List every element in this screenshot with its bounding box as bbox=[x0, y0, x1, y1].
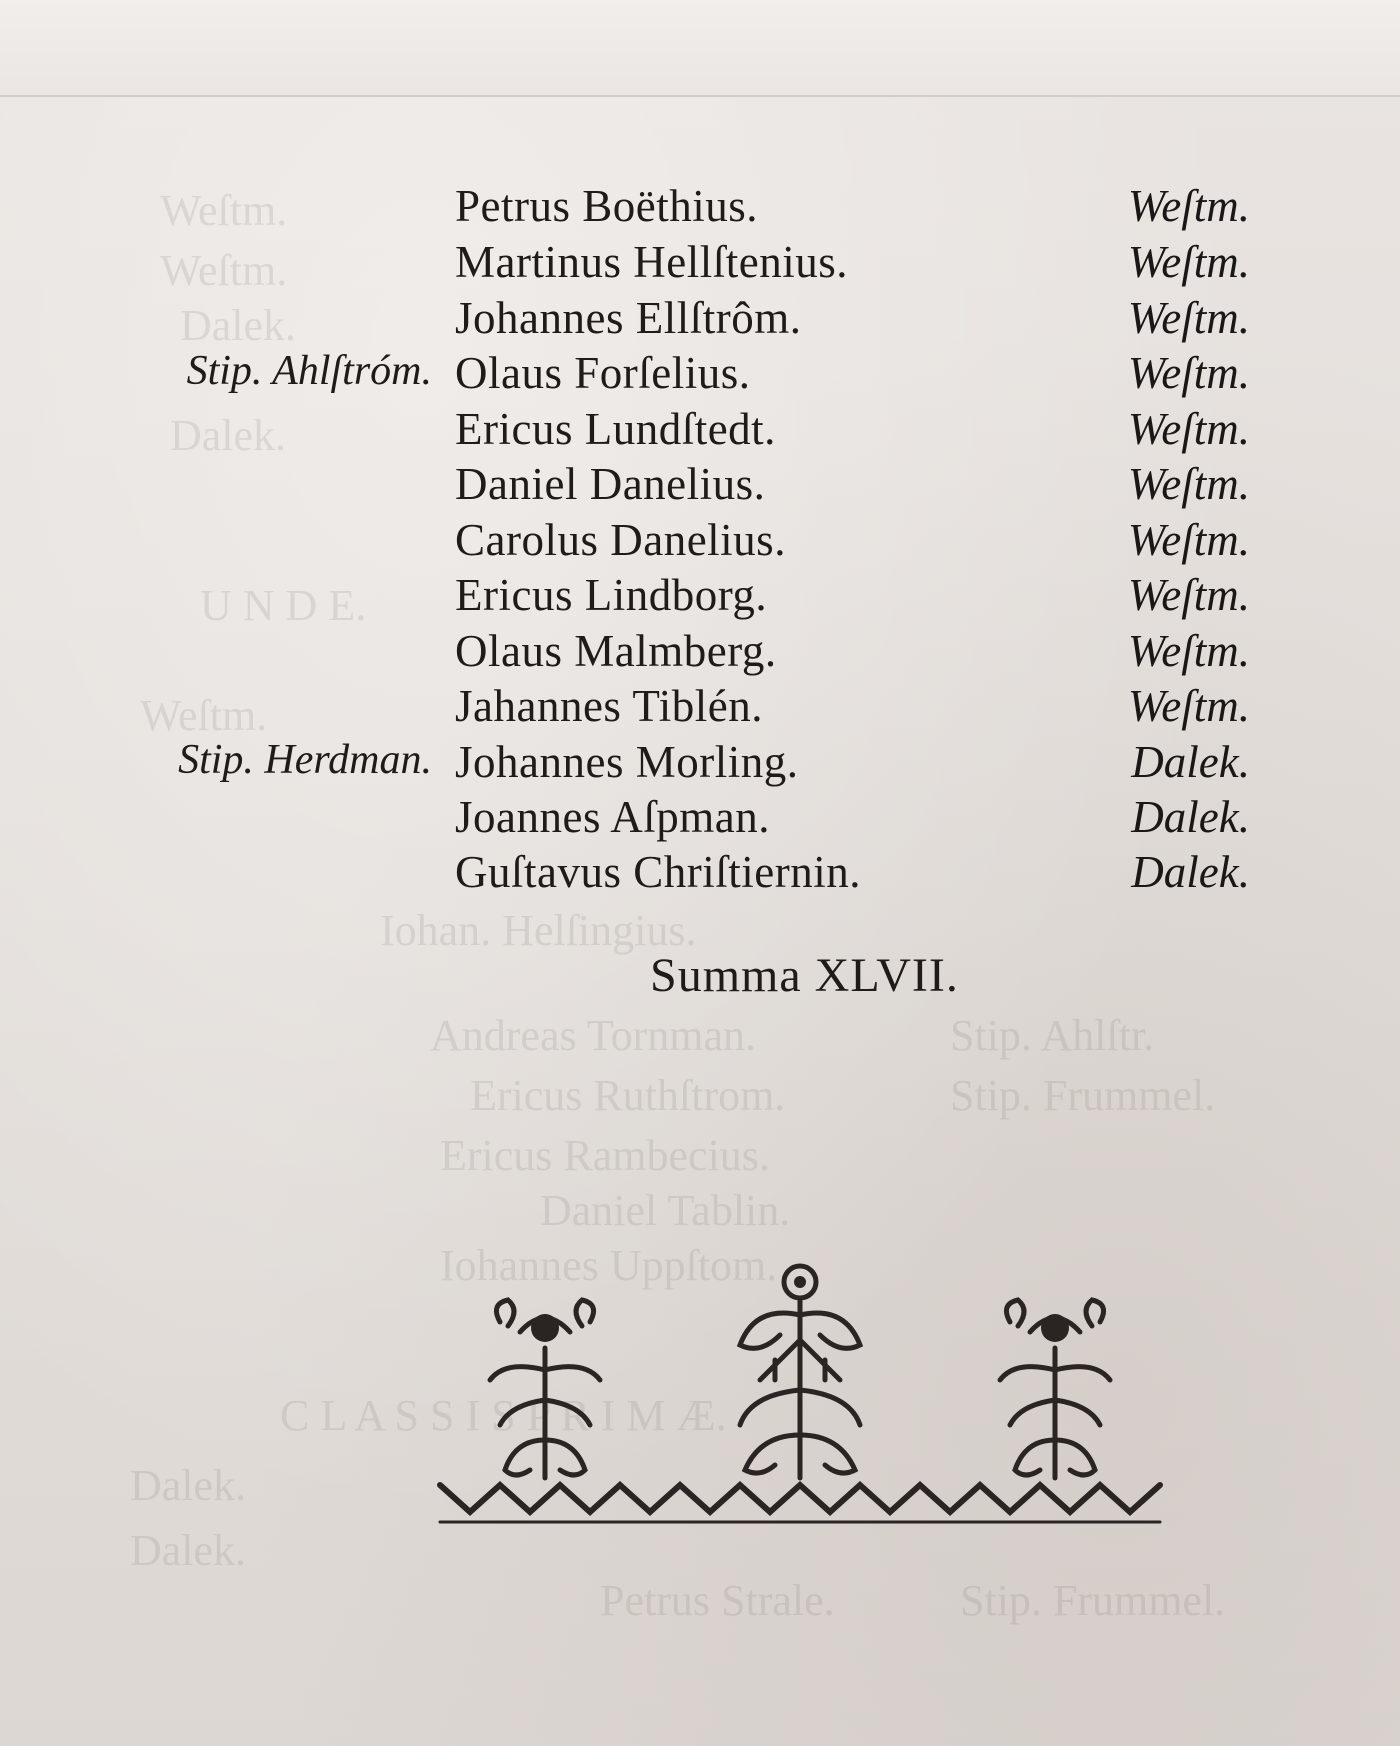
student-name: Martinus Hellſtenius. bbox=[455, 237, 848, 287]
origin-label: Weſtm. bbox=[1127, 459, 1250, 509]
origin-label: Dalek. bbox=[1131, 737, 1250, 787]
origin-label: Weſtm. bbox=[1127, 237, 1250, 287]
summa-total: Summa XLVII. bbox=[650, 949, 959, 1002]
roster-row bbox=[0, 736, 1400, 792]
roster-row bbox=[0, 680, 1400, 736]
roster-row bbox=[0, 403, 1400, 459]
origin-label: Weſtm. bbox=[1127, 626, 1250, 676]
roster-row bbox=[0, 180, 1400, 236]
roster-row bbox=[0, 569, 1400, 625]
origin-label: Weſtm. bbox=[1127, 293, 1250, 343]
student-name: Petrus Boëthius. bbox=[455, 181, 759, 231]
stipend-label: Stip. Ahlſtróm. bbox=[186, 348, 432, 394]
roster-row bbox=[0, 514, 1400, 570]
student-name: Johannes Ellſtrôm. bbox=[455, 293, 802, 343]
roster-row bbox=[0, 236, 1400, 292]
origin-label: Dalek. bbox=[1131, 847, 1250, 897]
origin-label: Dalek. bbox=[1131, 792, 1250, 842]
roster-row bbox=[0, 846, 1400, 902]
origin-label: Weſtm. bbox=[1127, 570, 1250, 620]
student-name: Ericus Lindborg. bbox=[455, 570, 768, 620]
student-name: Jahannes Tiblén. bbox=[455, 681, 764, 731]
student-name: Joannes Aſpman. bbox=[455, 792, 770, 842]
student-name: Olaus Malmberg. bbox=[455, 626, 777, 676]
roster-row bbox=[0, 791, 1400, 847]
roster-row bbox=[0, 625, 1400, 681]
origin-label: Weſtm. bbox=[1127, 515, 1250, 565]
student-name: Guſtavus Chriſtiernin. bbox=[455, 847, 861, 897]
student-name: Olaus Forſelius. bbox=[455, 348, 751, 398]
student-name: Daniel Danelius. bbox=[455, 459, 766, 509]
printers-ornament-icon bbox=[430, 1260, 1170, 1540]
bleed-through-text: Weſtm. Weſtm. Dalek. Dalek. U N D E. Weſtm. Iohan. Helſingius. Andreas Tornman. Stip. Ahlſtr. Ericus Ruthſtrom. Stip. Frummel. Ericus Rambecius. Daniel Tablin. Iohannes Uppſtom. C L A S S I S P R I M Æ. Dalek. Dalek. Petrus Strale. Stip. Frummel. bbox=[130, 186, 1226, 1625]
origin-label: Weſtm. bbox=[1127, 404, 1250, 454]
roster-row bbox=[0, 292, 1400, 348]
student-name: Johannes Morling. bbox=[455, 737, 799, 787]
origin-label: Weſtm. bbox=[1127, 348, 1250, 398]
roster-row bbox=[0, 458, 1400, 514]
roster-row bbox=[0, 347, 1400, 403]
origin-label: Weſtm. bbox=[1127, 681, 1250, 731]
origin-label: Weſtm. bbox=[1127, 181, 1250, 231]
student-name: Ericus Lundſtedt. bbox=[455, 404, 776, 454]
stipend-label: Stip. Herdman. bbox=[178, 737, 432, 783]
student-name: Carolus Danelius. bbox=[455, 515, 786, 565]
